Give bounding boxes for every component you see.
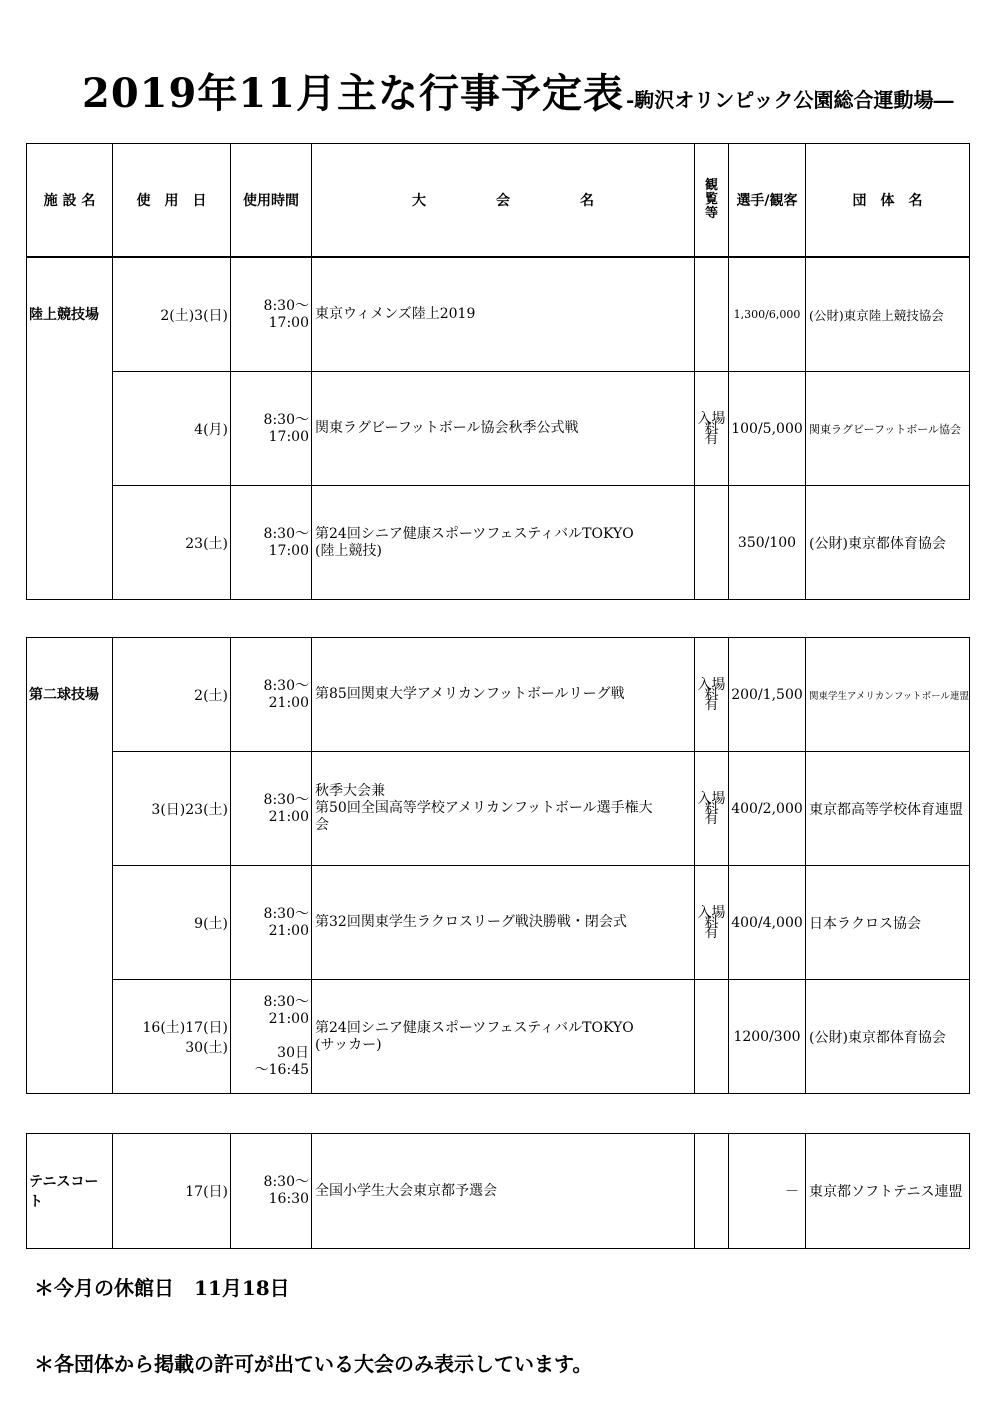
row-time: 8:30～ 21:00 bbox=[231, 752, 312, 866]
row-time: 8:30～ 16:30 bbox=[231, 1134, 312, 1249]
section-tennis bbox=[26, 1133, 970, 1249]
header-row bbox=[27, 144, 970, 257]
facility-name: 陸上競技場 bbox=[27, 258, 113, 600]
header-org: 団 体 名 bbox=[806, 144, 970, 257]
header-viewing bbox=[695, 144, 729, 257]
header-time: 使用時間 bbox=[231, 144, 312, 257]
row-event: 第24回シニア健康スポーツフェスティバルTOKYO (陸上競技) bbox=[312, 486, 695, 600]
row-org: (公財)東京都体育協会 bbox=[806, 980, 970, 1094]
row-date: 4(月) bbox=[113, 372, 231, 486]
row-counts: 350/100 bbox=[729, 486, 806, 600]
row-date: 9(土) bbox=[113, 866, 231, 980]
row-counts: 1,300/6,000 bbox=[729, 258, 806, 372]
row-counts: 100/5,000 bbox=[729, 372, 806, 486]
row-event: 東京ウィメンズ陸上2019 bbox=[312, 258, 695, 372]
header-counts: 選手/観客 bbox=[729, 144, 806, 257]
facility-name: テニスコート bbox=[27, 1134, 113, 1249]
header-date: 使 用 日 bbox=[113, 144, 231, 257]
permission-note: ＊各団体から掲載の許可が出ている大会のみ表示しています。 bbox=[34, 1352, 593, 1376]
row-event: 第85回関東大学アメリカンフットボールリーグ戦 bbox=[312, 638, 695, 752]
row-org: 日本ラクロス協会 bbox=[806, 866, 970, 980]
row-org: 関東ラグビーフットボール協会 bbox=[806, 372, 970, 486]
row-org: (公財)東京都体育協会 bbox=[806, 486, 970, 600]
row-event: 全国小学生大会東京都予選会 bbox=[312, 1134, 695, 1249]
row-counts: 1200/300 bbox=[729, 980, 806, 1094]
title-sub: -駒沢オリンピック公園総合運動場― bbox=[626, 88, 954, 112]
row-viewing bbox=[695, 1134, 729, 1249]
row-event: 第32回関東学生ラクロスリーグ戦決勝戦・閉会式 bbox=[312, 866, 695, 980]
row-date: 17(日) bbox=[113, 1134, 231, 1249]
row-org: (公財)東京陸上競技協会 bbox=[806, 258, 970, 372]
row-counts: 200/1,500 bbox=[729, 638, 806, 752]
title-main: 2019年11月主な行事予定表 bbox=[82, 70, 624, 117]
table-row bbox=[27, 1134, 970, 1249]
row-date: 2(土) bbox=[113, 638, 231, 752]
header-facility: 施 設 名 bbox=[27, 144, 113, 257]
header-viewing-label: 観覧等 bbox=[704, 178, 718, 221]
row-viewing bbox=[695, 258, 729, 372]
table-row bbox=[27, 866, 970, 980]
table-row bbox=[27, 486, 970, 600]
row-org: 関東学生アメリカンフットボール連盟 bbox=[806, 638, 970, 752]
row-viewing: 入場料 有 bbox=[695, 866, 729, 980]
header-event: 大 会 名 bbox=[312, 144, 695, 257]
row-date: 16(土)17(日) 30(土) bbox=[113, 980, 231, 1094]
row-date: 3(日)23(土) bbox=[113, 752, 231, 866]
row-org: 東京都ソフトテニス連盟 bbox=[806, 1134, 970, 1249]
row-viewing bbox=[695, 980, 729, 1094]
row-time: 8:30～ 21:00 bbox=[231, 638, 312, 752]
row-viewing: 入場料 有 bbox=[695, 752, 729, 866]
closed-day-note: ＊今月の休館日 11月18日 bbox=[34, 1276, 290, 1300]
row-time: 8:30～ 21:00 bbox=[231, 866, 312, 980]
row-date: 2(土)3(日) bbox=[113, 258, 231, 372]
table-row bbox=[27, 980, 970, 1094]
section-second-field bbox=[26, 637, 970, 1094]
row-time: 8:30～ 17:00 bbox=[231, 372, 312, 486]
header-table bbox=[26, 143, 970, 257]
row-time: 8:30～ 21:00 30日 ～16:45 bbox=[231, 980, 312, 1094]
row-viewing: 入場料 有 bbox=[695, 372, 729, 486]
row-event: 秋季大会兼 第50回全国高等学校アメリカンフットボール選手権大 会 bbox=[312, 752, 695, 866]
row-event: 関東ラグビーフットボール協会秋季公式戦 bbox=[312, 372, 695, 486]
row-date: 23(土) bbox=[113, 486, 231, 600]
row-viewing bbox=[695, 486, 729, 600]
table-row bbox=[27, 258, 970, 372]
row-counts: 400/2,000 bbox=[729, 752, 806, 866]
row-time: 8:30～ 17:00 bbox=[231, 258, 312, 372]
row-org: 東京都高等学校体育連盟 bbox=[806, 752, 970, 866]
facility-name: 第二球技場 bbox=[27, 638, 113, 1094]
row-counts: 400/4,000 bbox=[729, 866, 806, 980]
row-time: 8:30～ 17:00 bbox=[231, 486, 312, 600]
table-row bbox=[27, 638, 970, 752]
row-counts: － bbox=[729, 1134, 806, 1249]
section-athletics bbox=[26, 257, 970, 600]
row-event: 第24回シニア健康スポーツフェスティバルTOKYO (サッカー) bbox=[312, 980, 695, 1094]
page-title bbox=[82, 62, 982, 119]
table-row bbox=[27, 372, 970, 486]
table-row bbox=[27, 752, 970, 866]
row-viewing: 入場料 有 bbox=[695, 638, 729, 752]
